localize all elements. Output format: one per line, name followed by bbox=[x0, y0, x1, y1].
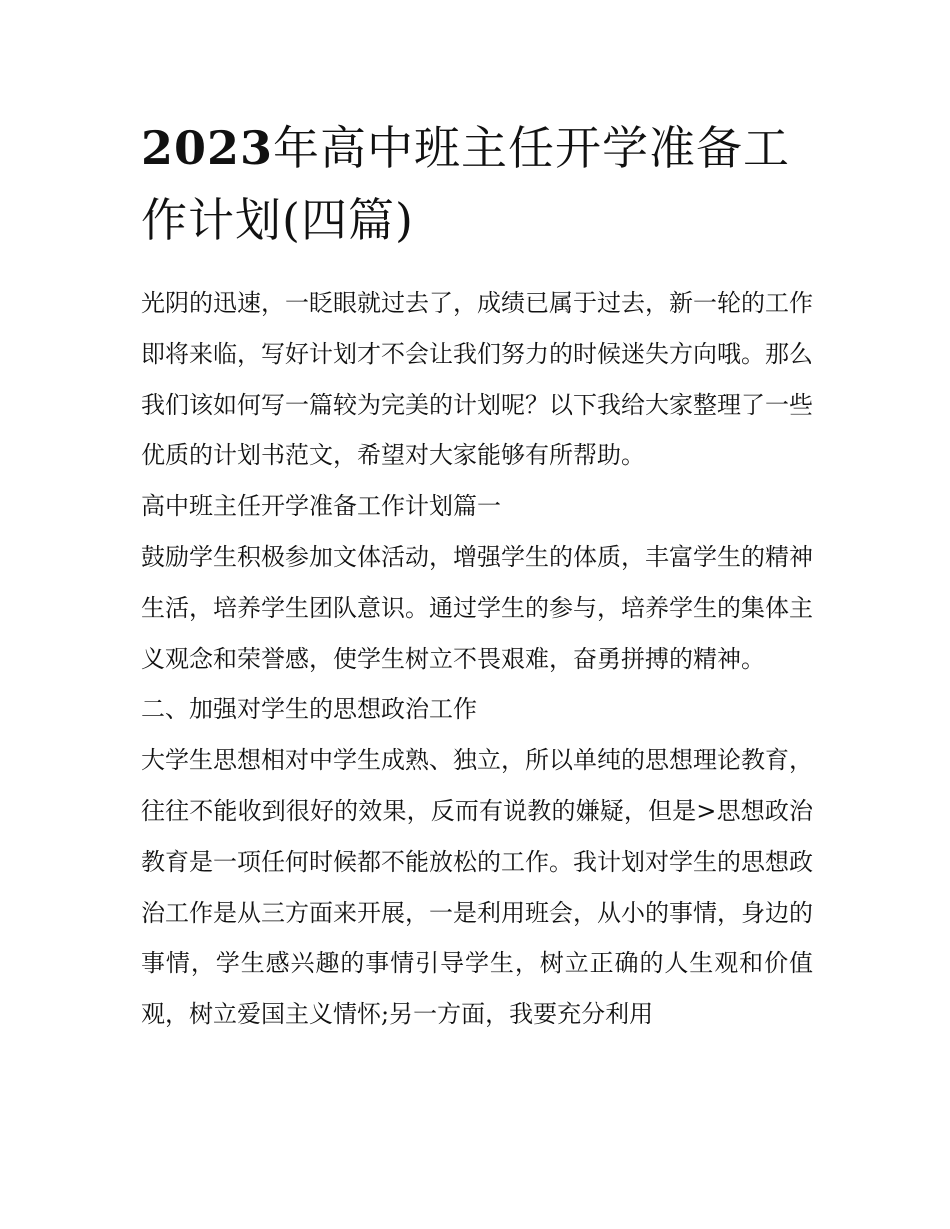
document-page bbox=[141, 112, 813, 1040]
title-year: 2023 bbox=[141, 121, 274, 175]
document-body bbox=[141, 278, 813, 1040]
section-heading-part-one: 高中班主任开学准备工作计划篇一 bbox=[141, 492, 501, 521]
ideology-paragraph: 大学生思想相对中学生成熟、独立，所以单纯的思想理论教育，往往不能收到很好的效果，反而有说教的嫌疑，但是>思想政治教育是一项任何时候都不能放松的工作。我计划对学生的思想政治工作是从三方面来开展，一是利用班会，从小的事情，身边的事情，学生感兴趣的事情引导学生，树立正确的人生观和价值观，树立爱国主义情怀;另一方面，我要充分利用 bbox=[141, 746, 813, 1029]
activities-paragraph: 鼓励学生积极参加文体活动，增强学生的体质，丰富学生的精神生活，培养学生团队意识。通过学生的参与，培养学生的集体主义观念和荣誉感，使学生树立不畏艰难，奋勇拼搏的精神。 bbox=[141, 542, 813, 673]
document-title bbox=[141, 112, 813, 256]
title-text: 年高中班主任开学准备工作计划(四篇) bbox=[141, 121, 791, 247]
intro-paragraph: 光阴的迅速，一眨眼就过去了，成绩已属于过去，新一轮的工作即将来临，写好计划才不会让我们努力的时候迷失方向哦。那么我们该如何写一篇较为完美的计划呢？以下我给大家整理了一些优质的计划书范文，希望对大家能够有所帮助。 bbox=[141, 289, 813, 470]
section-heading-ideology: 二、加强对学生的思想政治工作 bbox=[141, 695, 477, 724]
